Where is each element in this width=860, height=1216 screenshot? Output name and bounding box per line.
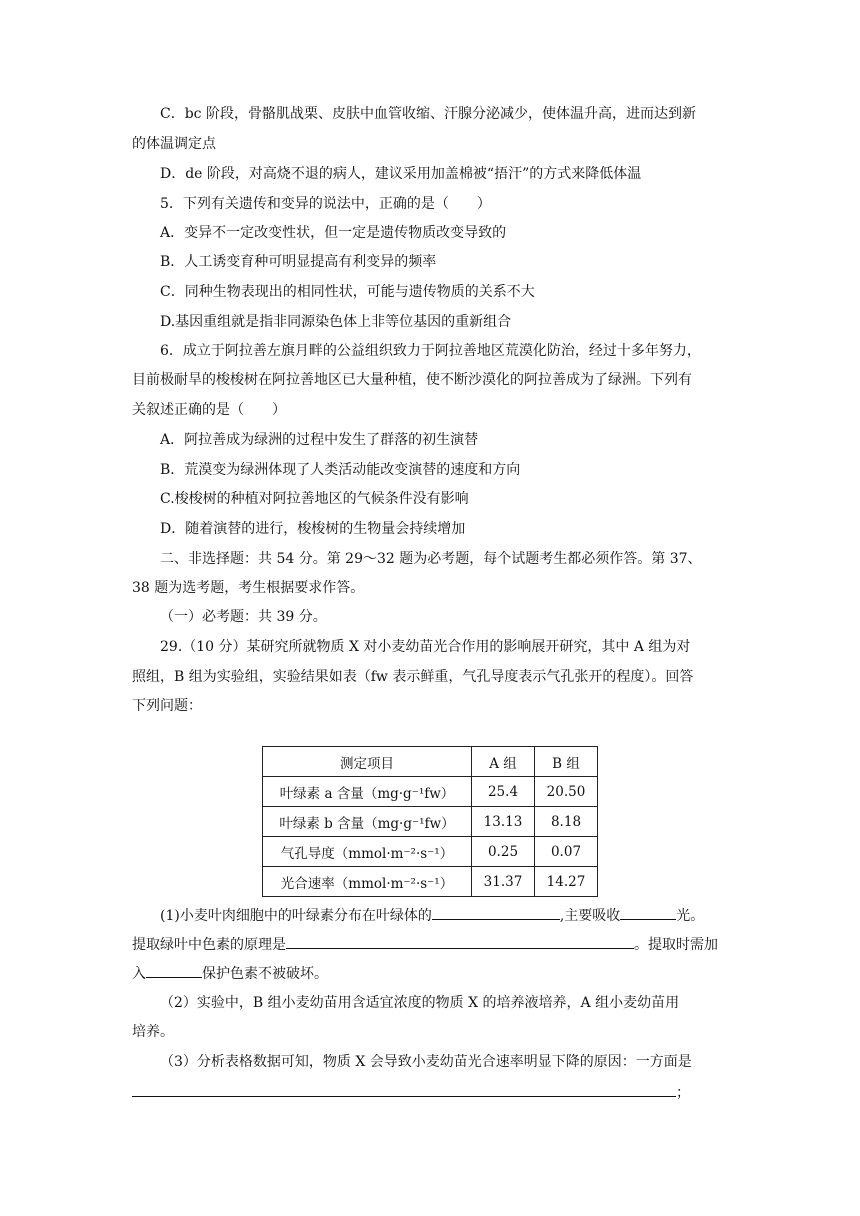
q29-part3-text-b: ；	[676, 1085, 690, 1101]
question-29-line2: 照组，B 组为实验组，实验结果如表（fw 表示鲜重，气孔导度表示气孔张开的程度）。回答	[132, 669, 694, 685]
table-cell: 31.37	[472, 867, 535, 897]
table-cell: 8.18	[535, 807, 598, 837]
option-c-line2: 的体温调定点	[132, 136, 216, 152]
question-29-line1: 29.（10 分）某研究所就物质 X 对小麦幼苗光合作用的影响展开研究，其中 A 组为对	[160, 639, 691, 655]
required-section-heading: （一）必考题：共 39 分。	[160, 609, 327, 625]
q29-part1-text-a: (1)小麦叶肉细胞中的叶绿素分布在叶绿体的	[160, 908, 432, 924]
results-table	[262, 746, 598, 897]
section-2-heading-line2: 38 题为选考题，考生根据要求作答。	[132, 580, 365, 596]
q6-option-d: D．随着演替的进行，梭梭树的生物量会持续增加	[160, 521, 466, 537]
question-6-line3: 关叙述正确的是（ ）	[132, 402, 286, 418]
answer-blank[interactable]	[132, 1082, 676, 1097]
table-cell: 叶绿素 b 含量（mg·g⁻¹fw）	[263, 807, 472, 837]
q29-part2-line1: （2）实验中，B 组小麦幼苗用含适宜浓度的物质 X 的培养液培养，A 组小麦幼苗用	[160, 995, 680, 1011]
option-c-line1: C．bc 阶段，骨骼肌战栗、皮肤中血管收缩、汗腺分泌减少，使体温升高，进而达到新	[160, 106, 696, 122]
table-header-cell: 测定项目	[263, 747, 472, 777]
table-cell: 25.4	[472, 777, 535, 807]
q6-option-c: C.梭梭树的种植对阿拉善地区的气候条件没有影响	[160, 491, 469, 507]
q5-option-a: A．变异不一定改变性状，但一定是遗传物质改变导致的	[160, 225, 507, 241]
q29-part1-line1	[160, 905, 704, 925]
table-cell: 叶绿素 a 含量（mg·g⁻¹fw）	[263, 777, 472, 807]
table-cell: 0.07	[535, 837, 598, 867]
answer-blank[interactable]	[432, 905, 560, 920]
table-cell: 0.25	[472, 837, 535, 867]
table-cell: 气孔导度（mmol·m⁻²·s⁻¹）	[263, 837, 472, 867]
table-header-cell: B 组	[535, 747, 598, 777]
q6-option-b: B．荒漠变为绿洲体现了人类活动能改变演替的速度和方向	[160, 462, 521, 478]
q29-part1-text-f: 入	[132, 966, 146, 982]
q29-part1-text-d: 提取绿叶中色素的原理是	[132, 937, 286, 953]
question-6-line1: 6．成立于阿拉善左旗月畔的公益组织致力于阿拉善地区荒漠化防治，经过十多年努力，	[160, 343, 701, 359]
q29-part3-line2	[132, 1082, 690, 1102]
q29-part1-text-b: ,主要吸收	[559, 908, 621, 924]
q29-part1-text-e: 。提取时需加	[634, 937, 718, 953]
q29-part1-text-c: 光。	[676, 908, 705, 924]
table-cell: 20.50	[535, 777, 598, 807]
table-cell: 13.13	[472, 807, 535, 837]
q29-part1-line3	[132, 963, 328, 983]
q5-option-d: D.基因重组就是指非同源染色体上非等位基因的重新组合	[160, 314, 512, 330]
q5-option-b: B．人工诱变育种可明显提高有利变异的频率	[160, 254, 437, 270]
answer-blank[interactable]	[146, 963, 202, 978]
answer-blank[interactable]	[286, 934, 634, 949]
table-cell: 光合速率（mmol·m⁻²·s⁻¹）	[263, 867, 472, 897]
table-header-row	[263, 747, 598, 777]
q29-part3-line1: （3）分析表格数据可知，物质 X 会导致小麦幼苗光合速率明显下降的原因：一方面是	[160, 1054, 692, 1070]
table-row	[263, 807, 598, 837]
table-header-cell: A 组	[472, 747, 535, 777]
table-row	[263, 867, 598, 897]
question-6-line2: 目前极耐旱的梭梭树在阿拉善地区已大量种植，使不断沙漠化的阿拉善成为了绿洲。下列有	[132, 372, 692, 388]
q5-option-c: C．同种生物表现出的相同性状，可能与遗传物质的关系不大	[160, 284, 535, 300]
question-29-line3: 下列问题：	[132, 698, 202, 714]
q29-part1-line2	[132, 934, 718, 954]
table-row	[263, 777, 598, 807]
section-2-heading-line1: 二、非选择题：共 54 分。第 29～32 题为必考题，每个试题考生都必须作答。第 37、	[160, 551, 702, 567]
question-5: 5．下列有关遗传和变异的说法中，正确的是（ ）	[160, 196, 491, 212]
table-row	[263, 837, 598, 867]
option-d: D．de 阶段，对高烧不退的病人，建议采用加盖棉被“捂汗”的方式来降低体温	[160, 166, 642, 182]
answer-blank[interactable]	[620, 905, 676, 920]
q29-part2-line2: 培养。	[132, 1024, 174, 1040]
table-cell: 14.27	[535, 867, 598, 897]
q6-option-a: A．阿拉善成为绿洲的过程中发生了群落的初生演替	[160, 432, 479, 448]
q29-part1-text-g: 保护色素不被破坏。	[202, 966, 328, 982]
